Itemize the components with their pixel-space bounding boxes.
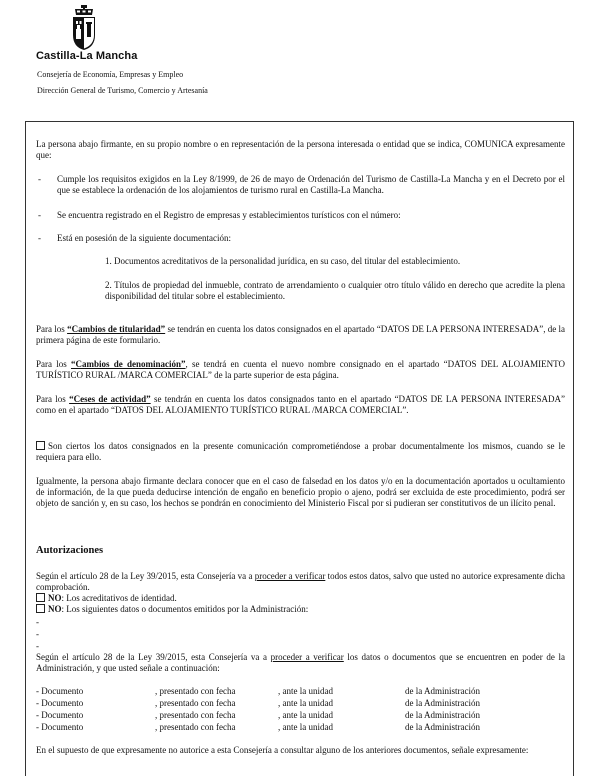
doc-row-4-col-4: de la Administración [405, 722, 480, 732]
doc-row-2-col-3: , ante la unidad [278, 698, 333, 708]
verify-2-pre: Según el artículo 28 de la Ley 39/2015, esta Consejería va a [36, 652, 271, 662]
doc-row-1-col-4: de la Administración [405, 686, 480, 696]
doc-row-4-col-3: , ante la unidad [278, 722, 333, 732]
doc-row-1-col-3: , ante la unidad [278, 686, 333, 696]
no-label: NO [48, 604, 62, 614]
department-line-1: Consejería de Economía, Empresas y Empleo [37, 70, 184, 79]
cese-pre: Para los [36, 394, 70, 404]
denominacion-paragraph [36, 359, 565, 381]
no-identity-checkbox[interactable] [36, 593, 45, 602]
cese-post: se tendrán en cuenta los datos consignados tanto en el apartado “DATOS DE LA PERSONA INTERESADA” como en el apartado “DATOS DEL ALOJAMIENTO TURÍSTICO RURAL /MARCA COMERCIAL”. [36, 394, 566, 415]
verify-paragraph-1 [36, 571, 565, 593]
doc-row-3-col-4: de la Administración [405, 710, 480, 720]
no-documents-checkbox[interactable] [36, 604, 45, 613]
doc-row-4-col-2: , presentado con fecha [155, 722, 236, 732]
denominacion-post: , se tendrá en cuenta el nuevo nombre consignado en el apartado “DATOS DEL ALOJAMIENTO TURÍSTICO RURAL /MARCA COMERCIAL” de la parte superior de esta página. [36, 359, 565, 380]
verify-paragraph-2 [36, 652, 565, 674]
no-documents-option [36, 604, 308, 615]
denominacion-bold: “Cambios de denominación” [71, 359, 186, 369]
certify-statement [36, 441, 565, 463]
certify-checkbox[interactable] [36, 441, 45, 450]
doc-row-3-col-1: - Documento [36, 710, 84, 720]
intro-paragraph: La persona abajo firmante, en su propio nombre o en representación de la persona interesada o entidad que se indica, COMUNICA expresamente que: [36, 139, 565, 160]
final-paragraph: En el supuesto de que expresamente no autorice a esta Consejería a consultar alguno de los anteriores documentos, señale expresamente: [36, 745, 529, 755]
castilla-la-mancha-coat-of-arms-logo [64, 5, 104, 51]
doc-row-1-col-1: - Documento [36, 686, 84, 696]
titularidad-bold: “Cambios de titularidad” [67, 324, 166, 334]
doc-row-4-col-1: - Documento [36, 722, 84, 732]
verify-1-post: todos estos datos, salvo que usted no autorice expresamente dicha comprobación. [36, 571, 566, 592]
requirement-item-3: Está en posesión de la siguiente documentación: [57, 233, 231, 243]
bullet-dash: - [38, 233, 41, 243]
doc-row-3-col-2: , presentado con fecha [155, 710, 236, 720]
requirement-item-1: Cumple los requisitos exigidos en la Ley 8/1999, de 26 de mayo de Ordenación del Turismo de Castilla-La Mancha y en el Decreto por el que se establece la ordenación de los alojamientos de turismo rural en Castilla-La Mancha. [57, 174, 565, 195]
titularidad-pre: Para los [36, 324, 68, 334]
doc-row-1-col-2: , presentado con fecha [155, 686, 236, 696]
doc-row-2-col-4: de la Administración [405, 698, 480, 708]
no-documents-text: : Los siguientes datos o documentos emitidos por la Administración: [61, 604, 309, 614]
doc-row-2-col-2: , presentado con fecha [155, 698, 236, 708]
no-identity-text: : Los acreditativos de identidad. [61, 593, 177, 603]
document-item-2: 2. Títulos de propiedad del inmueble, contrato de arrendamiento o cualquier otro título válido en derecho que acredite la plena disponibilidad del titular sobre el establecimiento. [105, 280, 565, 301]
document-item-1: 1. Documentos acreditativos de la personalidad jurídica, en su caso, del titular del establecimiento. [105, 256, 461, 266]
no-label: NO [48, 593, 62, 603]
autorizaciones-heading: Autorizaciones [36, 545, 104, 556]
bullet-dash: - [38, 210, 41, 220]
bullet-dash: - [38, 174, 41, 184]
no-identity-option [36, 593, 177, 604]
document-entry-line[interactable]: - [36, 629, 39, 639]
falsedad-paragraph: Igualmente, la persona abajo firmante declara conocer que en el caso de falsedad en los datos y/o en la documentación aportados u ocultamiento de información, de la que pueda deducirse intención de engaño en beneficio propio o ajeno, podrá ser excluida de este procedimiento, podrá ser objeto de sanción y, en su caso, los hechos se pondrán en conocimiento del Ministerio Fiscal por si pudieran ser constitutivos de un ilícito penal. [36, 476, 565, 508]
cese-paragraph [36, 394, 565, 416]
certify-text: Son ciertos los datos consignados en la presente comunicación comprometiéndose a probar documentalmente los mismos, cuando se le requiera para ello. [36, 441, 565, 462]
verify-1-pre: Según el artículo 28 de la Ley 39/2015, esta Consejería va a [36, 571, 255, 581]
verify-2-post: los datos o documentos que se encuentren en poder de la Administración, y que usted señale a continuación: [36, 652, 566, 673]
requirement-item-2: Se encuentra registrado en el Registro de empresas y establecimientos turísticos con el número: [57, 210, 401, 220]
brand-name: Castilla-La Mancha [36, 50, 138, 62]
verify-1-link: proceder a verificar [254, 571, 326, 581]
document-entry-line[interactable]: - [36, 641, 39, 651]
department-line-2: Dirección General de Turismo, Comercio y Artesanía [37, 86, 208, 95]
titularidad-post: se tendrán en cuenta los datos consignados en el apartado “DATOS DE LA PERSONA INTERESADA”, de la primera página de este formulario. [36, 324, 566, 345]
titularidad-paragraph [36, 324, 565, 346]
doc-row-2-col-1: - Documento [36, 698, 84, 708]
verify-2-link: proceder a verificar [270, 652, 344, 662]
doc-row-3-col-3: , ante la unidad [278, 710, 333, 720]
cese-bold: “Ceses de actividad” [69, 394, 151, 404]
document-entry-line[interactable]: - [36, 617, 39, 627]
denominacion-pre: Para los [36, 359, 71, 369]
